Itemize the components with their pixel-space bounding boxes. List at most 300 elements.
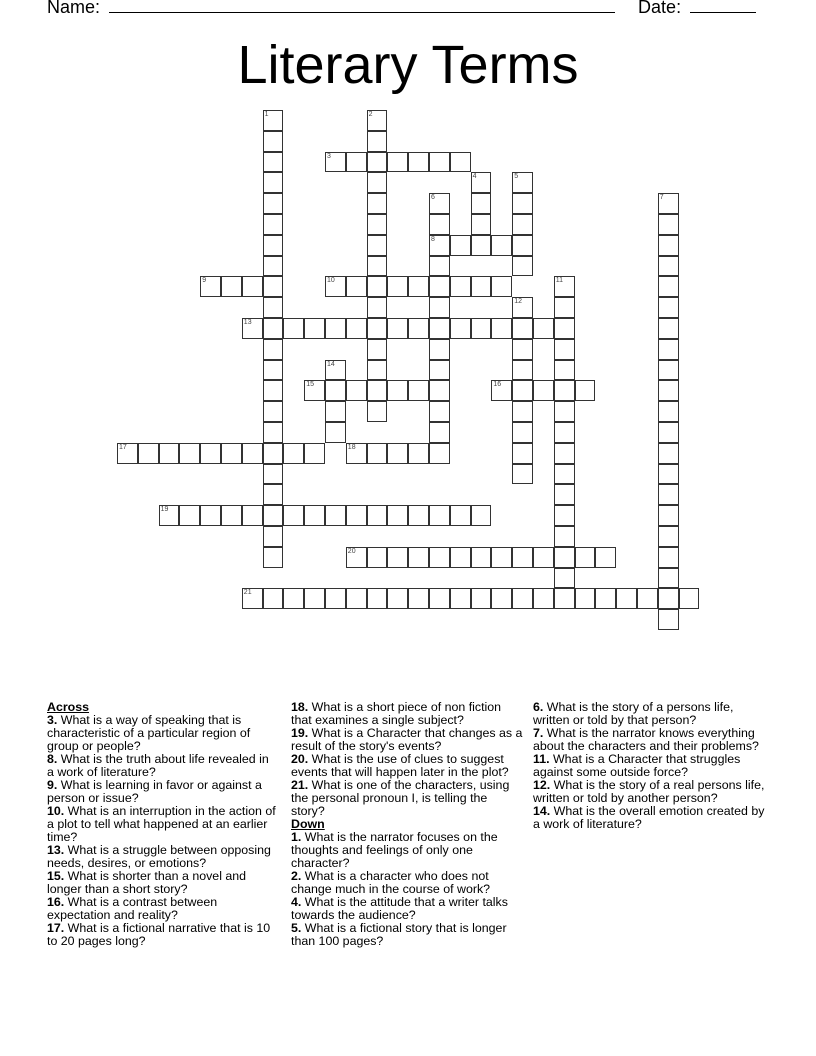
grid-cell[interactable] bbox=[304, 380, 325, 401]
grid-cell[interactable] bbox=[263, 464, 284, 485]
grid-cell[interactable] bbox=[263, 443, 284, 464]
clue-text: What is a way of speaking that is characteristic of a particular region of group or people? bbox=[47, 713, 251, 753]
page-title: Literary Terms bbox=[237, 35, 579, 95]
grid-cell[interactable] bbox=[179, 505, 200, 526]
grid-cell[interactable] bbox=[491, 547, 512, 568]
clue-text: What is learning in favor or against a person or issue? bbox=[47, 778, 262, 805]
grid-cell[interactable] bbox=[575, 380, 596, 401]
grid-cell[interactable] bbox=[283, 505, 304, 526]
grid-cell[interactable] bbox=[512, 339, 533, 360]
clue-item bbox=[533, 727, 773, 753]
clue-number: 3 bbox=[327, 152, 331, 160]
grid-cell[interactable] bbox=[554, 443, 575, 464]
grid-cell[interactable] bbox=[512, 422, 533, 443]
grid-cell[interactable] bbox=[512, 193, 533, 214]
grid-cell[interactable] bbox=[367, 172, 388, 193]
grid-cell[interactable] bbox=[471, 172, 492, 193]
grid-cell[interactable] bbox=[221, 443, 242, 464]
grid-cell[interactable] bbox=[346, 276, 367, 297]
clue-number: 15 bbox=[306, 381, 314, 389]
grid-cell[interactable] bbox=[658, 484, 679, 505]
grid-cell[interactable] bbox=[346, 380, 367, 401]
grid-cell[interactable] bbox=[658, 526, 679, 547]
grid-cell[interactable] bbox=[429, 235, 450, 256]
grid-cell[interactable] bbox=[533, 380, 554, 401]
grid-cell[interactable] bbox=[263, 484, 284, 505]
grid-cell[interactable] bbox=[471, 235, 492, 256]
grid-cell[interactable] bbox=[117, 443, 138, 464]
clue-number-label: 13. bbox=[47, 843, 65, 857]
grid-cell[interactable] bbox=[512, 297, 533, 318]
grid-cell[interactable] bbox=[387, 318, 408, 339]
grid-cell[interactable] bbox=[554, 276, 575, 297]
grid-cell[interactable] bbox=[367, 505, 388, 526]
grid-cell[interactable] bbox=[658, 339, 679, 360]
clue-number: 17 bbox=[119, 443, 127, 451]
clue-number-label: 12. bbox=[533, 778, 551, 792]
grid-cell[interactable] bbox=[429, 152, 450, 173]
clue-item bbox=[47, 714, 279, 753]
crossword-grid bbox=[117, 110, 717, 640]
grid-cell[interactable] bbox=[658, 360, 679, 381]
grid-cell[interactable] bbox=[471, 505, 492, 526]
grid-cell[interactable] bbox=[242, 276, 263, 297]
grid-cell[interactable] bbox=[263, 276, 284, 297]
clue-item bbox=[47, 779, 279, 805]
grid-cell[interactable] bbox=[512, 464, 533, 485]
clue-number: 11 bbox=[555, 277, 564, 285]
grid-cell[interactable] bbox=[429, 256, 450, 277]
down-heading: Down bbox=[291, 817, 325, 831]
grid-cell[interactable] bbox=[408, 588, 429, 609]
grid-cell[interactable] bbox=[263, 588, 284, 609]
grid-cell[interactable] bbox=[658, 443, 679, 464]
clue-number-label: 6. bbox=[533, 700, 544, 714]
clue-number: 18 bbox=[347, 443, 356, 451]
grid-cell[interactable] bbox=[387, 152, 408, 173]
grid-cell[interactable] bbox=[200, 505, 221, 526]
grid-cell[interactable] bbox=[263, 339, 284, 360]
grid-cell[interactable] bbox=[595, 588, 616, 609]
grid-cell[interactable] bbox=[283, 443, 304, 464]
grid-cell[interactable] bbox=[658, 297, 679, 318]
clue-item bbox=[291, 922, 523, 948]
grid-cell[interactable] bbox=[325, 588, 346, 609]
clue-text: What is a fictional narrative that is 10 to 20 pages long? bbox=[47, 921, 271, 948]
grid-cell[interactable] bbox=[367, 401, 388, 422]
grid-cell[interactable] bbox=[595, 547, 616, 568]
grid-cell[interactable] bbox=[658, 547, 679, 568]
grid-cell[interactable] bbox=[429, 297, 450, 318]
grid-cell[interactable] bbox=[346, 318, 367, 339]
clue-number-label: 18. bbox=[291, 700, 309, 714]
clue-number-label: 5. bbox=[291, 921, 302, 935]
grid-cell[interactable] bbox=[554, 297, 575, 318]
clue-number: 16 bbox=[493, 381, 502, 389]
grid-cell[interactable] bbox=[304, 443, 325, 464]
grid-cell[interactable] bbox=[575, 547, 596, 568]
grid-cell[interactable] bbox=[512, 172, 533, 193]
grid-cell[interactable] bbox=[658, 318, 679, 339]
clue-item bbox=[533, 779, 773, 805]
clue-text: What is a struggle between opposing needs, desires, or emotions? bbox=[47, 843, 271, 870]
grid-cell[interactable] bbox=[554, 380, 575, 401]
grid-cell[interactable] bbox=[658, 588, 679, 609]
grid-cell[interactable] bbox=[346, 505, 367, 526]
grid-cell[interactable] bbox=[138, 443, 159, 464]
clue-number: 19 bbox=[160, 506, 169, 514]
grid-cell[interactable] bbox=[450, 152, 471, 173]
grid-cell[interactable] bbox=[304, 505, 325, 526]
clue-number: 6 bbox=[431, 194, 435, 202]
grid-cell[interactable] bbox=[263, 193, 284, 214]
name-field[interactable] bbox=[109, 0, 615, 13]
clue-item bbox=[291, 727, 523, 753]
grid-cell[interactable] bbox=[263, 131, 284, 152]
clue-text: What is a short piece of non fiction that examines a single subject? bbox=[291, 700, 502, 727]
clue-text: What is one of the characters, using the personal pronoun I, is telling the story? bbox=[291, 778, 510, 818]
clue-text: What is a character who does not change much in the course of work? bbox=[291, 869, 491, 896]
grid-cell[interactable] bbox=[575, 588, 596, 609]
clue-number: 12 bbox=[514, 298, 522, 306]
grid-cell[interactable] bbox=[221, 276, 242, 297]
clue-number-label: 16. bbox=[47, 895, 65, 909]
grid-cell[interactable] bbox=[429, 214, 450, 235]
grid-cell[interactable] bbox=[429, 588, 450, 609]
clue-text: What is the narrator knows everything about the characters and their problems? bbox=[533, 726, 759, 753]
clue-number: 9 bbox=[202, 277, 207, 285]
clue-number-label: 19. bbox=[291, 726, 309, 740]
grid-cell[interactable] bbox=[367, 588, 388, 609]
clue-number: 20 bbox=[347, 547, 356, 555]
grid-cell[interactable] bbox=[367, 235, 388, 256]
grid-cell[interactable] bbox=[554, 318, 575, 339]
clue-text: What is the overall emotion created by a work of literature? bbox=[533, 804, 765, 831]
grid-cell[interactable] bbox=[658, 193, 679, 214]
grid-cell[interactable] bbox=[512, 443, 533, 464]
grid-cell[interactable] bbox=[263, 360, 284, 381]
grid-cell[interactable] bbox=[471, 547, 492, 568]
grid-cell[interactable] bbox=[387, 443, 408, 464]
clue-item bbox=[533, 701, 773, 727]
grid-cell[interactable] bbox=[429, 380, 450, 401]
grid-cell[interactable] bbox=[408, 505, 429, 526]
grid-cell[interactable] bbox=[242, 505, 263, 526]
grid-cell[interactable] bbox=[658, 380, 679, 401]
clue-item bbox=[291, 896, 523, 922]
grid-cell[interactable] bbox=[283, 588, 304, 609]
grid-cell[interactable] bbox=[242, 588, 263, 609]
date-field[interactable] bbox=[690, 0, 756, 13]
clue-text: What is a Character that struggles against some outside force? bbox=[533, 752, 741, 779]
clue-text: What is a contrast between expectation and reality? bbox=[47, 895, 218, 922]
grid-cell[interactable] bbox=[658, 276, 679, 297]
grid-cell[interactable] bbox=[491, 380, 512, 401]
clue-item bbox=[47, 753, 279, 779]
grid-cell[interactable] bbox=[554, 464, 575, 485]
clue-text: What is a fictional story that is longer than 100 pages? bbox=[291, 921, 507, 948]
header-line bbox=[47, 0, 756, 18]
grid-cell[interactable] bbox=[491, 318, 512, 339]
grid-cell[interactable] bbox=[429, 505, 450, 526]
grid-cell[interactable] bbox=[263, 401, 284, 422]
grid-cell[interactable] bbox=[159, 443, 180, 464]
grid-cell[interactable] bbox=[491, 235, 512, 256]
clue-text: What is the truth about life revealed in a work of literature? bbox=[47, 752, 269, 779]
grid-cell[interactable] bbox=[304, 588, 325, 609]
grid-cell[interactable] bbox=[367, 193, 388, 214]
grid-cell[interactable] bbox=[367, 214, 388, 235]
grid-cell[interactable] bbox=[429, 276, 450, 297]
grid-cell[interactable] bbox=[429, 339, 450, 360]
clue-text: What is the story of a real persons life, written or told by another person? bbox=[533, 778, 765, 805]
grid-cell[interactable] bbox=[408, 152, 429, 173]
clue-number-label: 8. bbox=[47, 752, 58, 766]
grid-cell[interactable] bbox=[325, 422, 346, 443]
grid-cell[interactable] bbox=[263, 172, 284, 193]
grid-cell[interactable] bbox=[450, 547, 471, 568]
clue-text: What is the use of clues to suggest events that will happen later in the plot? bbox=[291, 752, 509, 779]
grid-cell[interactable] bbox=[512, 318, 533, 339]
clues-column-2 bbox=[291, 701, 523, 948]
grid-cell[interactable] bbox=[325, 380, 346, 401]
grid-cell[interactable] bbox=[471, 193, 492, 214]
clue-item bbox=[47, 844, 279, 870]
clue-text: What is a Character that changes as a result of the story's events? bbox=[291, 726, 523, 753]
grid-cell[interactable] bbox=[159, 505, 180, 526]
clue-number-label: 3. bbox=[47, 713, 58, 727]
grid-cell[interactable] bbox=[367, 318, 388, 339]
date-label: Date: bbox=[638, 0, 682, 17]
grid-cell[interactable] bbox=[658, 422, 679, 443]
grid-cell[interactable] bbox=[304, 318, 325, 339]
clue-number-label: 4. bbox=[291, 895, 302, 909]
grid-cell[interactable] bbox=[554, 360, 575, 381]
grid-cell[interactable] bbox=[554, 339, 575, 360]
clue-number: 4 bbox=[472, 173, 477, 181]
grid-cell[interactable] bbox=[616, 588, 637, 609]
grid-cell[interactable] bbox=[533, 318, 554, 339]
grid-cell[interactable] bbox=[263, 526, 284, 547]
grid-cell[interactable] bbox=[679, 588, 700, 609]
grid-cell[interactable] bbox=[367, 380, 388, 401]
grid-cell[interactable] bbox=[450, 588, 471, 609]
clue-text: What is the narrator focuses on the thoughts and feelings of only one character? bbox=[291, 830, 498, 870]
clue-number-label: 14. bbox=[533, 804, 551, 818]
grid-cell[interactable] bbox=[367, 110, 388, 131]
grid-cell[interactable] bbox=[471, 588, 492, 609]
clue-number: 7 bbox=[659, 194, 664, 202]
grid-cell[interactable] bbox=[450, 505, 471, 526]
grid-cell[interactable] bbox=[429, 193, 450, 214]
clue-item bbox=[533, 753, 773, 779]
grid-cell[interactable] bbox=[367, 131, 388, 152]
grid-cell[interactable] bbox=[554, 401, 575, 422]
grid-cell[interactable] bbox=[658, 568, 679, 589]
clue-item bbox=[291, 753, 523, 779]
grid-cell[interactable] bbox=[408, 443, 429, 464]
grid-cell[interactable] bbox=[263, 256, 284, 277]
grid-cell[interactable] bbox=[554, 547, 575, 568]
grid-cell[interactable] bbox=[325, 505, 346, 526]
name-label: Name: bbox=[47, 0, 101, 17]
clue-number: 13 bbox=[243, 319, 252, 326]
grid-cell[interactable] bbox=[346, 152, 367, 173]
grid-cell[interactable] bbox=[450, 276, 471, 297]
grid-cell[interactable] bbox=[263, 235, 284, 256]
clue-number: 8 bbox=[431, 235, 435, 243]
grid-cell[interactable] bbox=[512, 214, 533, 235]
clue-number: 2 bbox=[368, 111, 373, 118]
grid-cell[interactable] bbox=[242, 318, 263, 339]
clue-number-label: 11. bbox=[533, 752, 550, 766]
grid-cell[interactable] bbox=[450, 235, 471, 256]
clue-item bbox=[291, 779, 523, 818]
grid-cell[interactable] bbox=[408, 318, 429, 339]
clues-column-3 bbox=[533, 701, 773, 831]
clue-item bbox=[47, 870, 279, 896]
clue-number-label: 2. bbox=[291, 869, 302, 883]
grid-cell[interactable] bbox=[658, 256, 679, 277]
across-heading: Across bbox=[47, 700, 90, 714]
clue-number: 14 bbox=[327, 360, 335, 368]
grid-cell[interactable] bbox=[325, 318, 346, 339]
grid-cell[interactable] bbox=[554, 505, 575, 526]
clue-number-label: 20. bbox=[291, 752, 309, 766]
grid-cell[interactable] bbox=[325, 401, 346, 422]
grid-cell[interactable] bbox=[367, 443, 388, 464]
grid-cell[interactable] bbox=[554, 568, 575, 589]
clue-item bbox=[47, 896, 279, 922]
grid-cell[interactable] bbox=[346, 547, 367, 568]
grid-cell[interactable] bbox=[429, 443, 450, 464]
grid-cell[interactable] bbox=[491, 276, 512, 297]
grid-cell[interactable] bbox=[658, 464, 679, 485]
clue-number-label: 7. bbox=[533, 726, 544, 740]
grid-cell[interactable] bbox=[408, 380, 429, 401]
grid-cell[interactable] bbox=[387, 380, 408, 401]
grid-cell[interactable] bbox=[387, 547, 408, 568]
grid-cell[interactable] bbox=[471, 214, 492, 235]
grid-cell[interactable] bbox=[367, 547, 388, 568]
clue-text: What is shorter than a novel and longer than a short story? bbox=[47, 869, 247, 896]
clue-text: What is an interruption in the action of a plot to tell what happened at an earlier time? bbox=[47, 804, 276, 844]
grid-cell[interactable] bbox=[450, 318, 471, 339]
grid-cell[interactable] bbox=[512, 380, 533, 401]
grid-cell[interactable] bbox=[283, 318, 304, 339]
grid-cell[interactable] bbox=[554, 484, 575, 505]
grid-cell[interactable] bbox=[658, 401, 679, 422]
grid-cell[interactable] bbox=[367, 297, 388, 318]
grid-cell[interactable] bbox=[325, 276, 346, 297]
clue-number: 10 bbox=[327, 277, 335, 285]
grid-cell[interactable] bbox=[367, 256, 388, 277]
clue-number: 1 bbox=[264, 111, 269, 118]
grid-cell[interactable] bbox=[512, 256, 533, 277]
grid-cell[interactable] bbox=[325, 360, 346, 381]
grid-cell[interactable] bbox=[512, 588, 533, 609]
clues-column-1 bbox=[47, 701, 279, 948]
grid-cell[interactable] bbox=[533, 547, 554, 568]
clue-item bbox=[47, 805, 279, 844]
grid-cell[interactable] bbox=[263, 547, 284, 568]
grid-cell[interactable] bbox=[387, 505, 408, 526]
grid-cell[interactable] bbox=[346, 443, 367, 464]
grid-cell[interactable] bbox=[387, 276, 408, 297]
clue-number: 5 bbox=[514, 173, 519, 181]
clue-number: 21 bbox=[243, 589, 252, 597]
grid-cell[interactable] bbox=[471, 318, 492, 339]
grid-cell[interactable] bbox=[429, 318, 450, 339]
grid-cell[interactable] bbox=[429, 360, 450, 381]
grid-cell[interactable] bbox=[263, 422, 284, 443]
grid-cell[interactable] bbox=[367, 276, 388, 297]
grid-cell[interactable] bbox=[325, 152, 346, 173]
grid-cell[interactable] bbox=[658, 214, 679, 235]
grid-cell[interactable] bbox=[533, 588, 554, 609]
clue-number-label: 15. bbox=[47, 869, 65, 883]
grid-cell[interactable] bbox=[658, 609, 679, 630]
grid-cell[interactable] bbox=[429, 547, 450, 568]
clue-text: What is the story of a persons life, written or told by that person? bbox=[533, 700, 734, 727]
grid-cell[interactable] bbox=[367, 152, 388, 173]
grid-cell[interactable] bbox=[367, 360, 388, 381]
grid-cell[interactable] bbox=[387, 588, 408, 609]
clue-item bbox=[291, 870, 523, 896]
grid-cell[interactable] bbox=[408, 547, 429, 568]
grid-cell[interactable] bbox=[491, 588, 512, 609]
grid-cell[interactable] bbox=[346, 588, 367, 609]
grid-cell[interactable] bbox=[263, 297, 284, 318]
grid-cell[interactable] bbox=[408, 276, 429, 297]
clue-item bbox=[291, 831, 523, 870]
grid-cell[interactable] bbox=[637, 588, 658, 609]
grid-cell[interactable] bbox=[263, 318, 284, 339]
grid-cell[interactable] bbox=[200, 443, 221, 464]
grid-cell[interactable] bbox=[429, 401, 450, 422]
clue-number-label: 10. bbox=[47, 804, 65, 818]
clue-item bbox=[47, 922, 279, 948]
grid-cell[interactable] bbox=[471, 276, 492, 297]
grid-cell[interactable] bbox=[512, 235, 533, 256]
grid-cell[interactable] bbox=[554, 588, 575, 609]
grid-cell[interactable] bbox=[263, 505, 284, 526]
grid-cell[interactable] bbox=[200, 276, 221, 297]
clue-number-label: 17. bbox=[47, 921, 65, 935]
grid-cell[interactable] bbox=[512, 360, 533, 381]
grid-cell[interactable] bbox=[512, 401, 533, 422]
clue-item bbox=[291, 701, 523, 727]
grid-cell[interactable] bbox=[658, 235, 679, 256]
clue-item bbox=[533, 805, 773, 831]
grid-cell[interactable] bbox=[429, 422, 450, 443]
grid-cell[interactable] bbox=[263, 380, 284, 401]
clue-text: What is the attitude that a writer talks towards the audience? bbox=[291, 895, 508, 922]
grid-cell[interactable] bbox=[221, 505, 242, 526]
grid-cell[interactable] bbox=[242, 443, 263, 464]
grid-cell[interactable] bbox=[554, 526, 575, 547]
clue-number-label: 9. bbox=[47, 778, 58, 792]
grid-cell[interactable] bbox=[179, 443, 200, 464]
grid-cell[interactable] bbox=[263, 214, 284, 235]
grid-cell[interactable] bbox=[367, 339, 388, 360]
grid-cell[interactable] bbox=[512, 547, 533, 568]
grid-cell[interactable] bbox=[263, 110, 284, 131]
grid-cell[interactable] bbox=[554, 422, 575, 443]
grid-cell[interactable] bbox=[658, 505, 679, 526]
grid-cell[interactable] bbox=[263, 152, 284, 173]
clue-number-label: 21. bbox=[291, 778, 309, 792]
